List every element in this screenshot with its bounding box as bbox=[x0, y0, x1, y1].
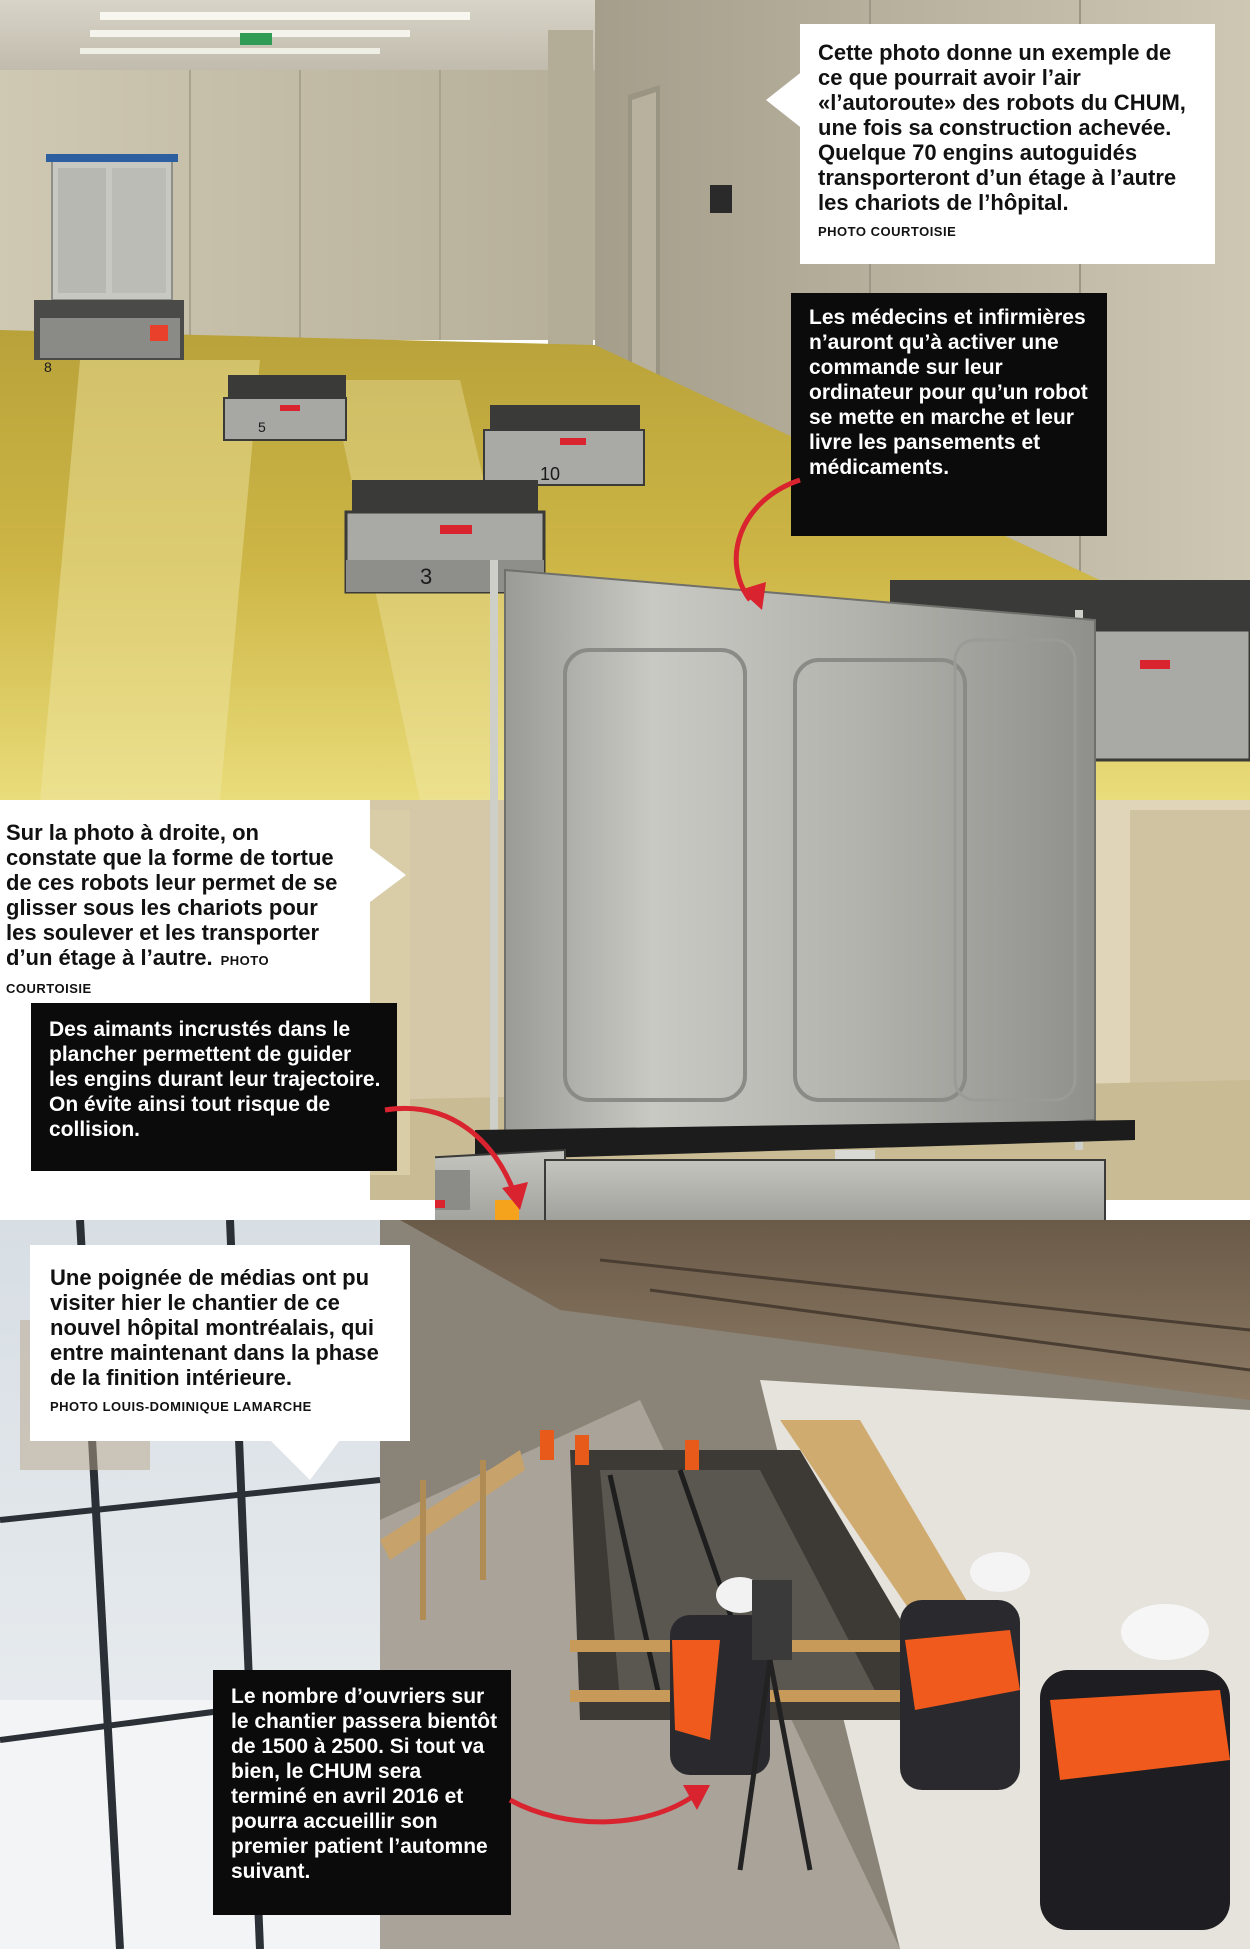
caption-autoroute bbox=[800, 24, 1215, 264]
caption-aimants-text: Des aimants incrustés dans le plancher permettent de guider les engins durant leur trajectoire. On évite ainsi tout risque de collision. bbox=[49, 1018, 381, 1141]
caption-tortue-text: Sur la photo à droite, on constate que la forme de tortue de ces robots leur permet de se glisser sous les chariots pour les soulever et les transporter d’un étage à l’autre. bbox=[6, 820, 338, 970]
robot-number-8: 8 bbox=[44, 359, 52, 375]
caption-medias-credit: PHOTO LOUIS-DOMINIQUE LAMARCHE bbox=[50, 1399, 312, 1414]
robot-number-10: 10 bbox=[540, 464, 561, 484]
caption-medias-text: Une poignée de médias ont pu visiter hier le chantier de ce nouvel hôpital montréalais, qui entre maintenant dans la phase de la finition intérieure. bbox=[50, 1265, 379, 1390]
robot-number-3: 3 bbox=[420, 564, 433, 589]
caption-autoroute-text: Cette photo donne un exemple de ce que pourrait avoir l’air «l’autoroute» des robots du CHUM, une fois sa construction achevée. Quelque 70 engins autoguidés transporteront d’un étage à l’autre les chariots de l’hôpital. bbox=[818, 40, 1186, 215]
caption-tortue bbox=[0, 810, 370, 996]
caption-medias bbox=[30, 1245, 410, 1441]
caption-autoroute-credit: PHOTO COURTOISIE bbox=[818, 224, 957, 239]
arrow-aimants bbox=[380, 1100, 540, 1220]
caption-ouvriers-text: Le nombre d’ouvriers sur le chantier passera bientôt de 1500 à 2500. Si tout va bien, le CHUM sera terminé en avril 2016 et pourra accueillir son premier patient l’automne suivant. bbox=[231, 1685, 498, 1883]
caption-tortue-pointer bbox=[366, 845, 406, 905]
caption-autoroute-pointer bbox=[766, 70, 804, 130]
caption-medecins-text: Les médecins et infirmières n’auront qu’à activer une commande sur leur ordinateur pour qu’un robot se mette en marche et leur livre les pansements et médicaments. bbox=[809, 306, 1088, 479]
arrow-ouvriers bbox=[505, 1770, 715, 1840]
arrow-medecins bbox=[700, 470, 840, 620]
robot-number-5: 5 bbox=[258, 419, 266, 435]
caption-aimants bbox=[31, 1003, 397, 1171]
caption-ouvriers bbox=[213, 1670, 511, 1915]
caption-tortue-credit: PHOTO COURTOISIE bbox=[6, 953, 270, 996]
caption-medias-pointer bbox=[270, 1440, 340, 1480]
